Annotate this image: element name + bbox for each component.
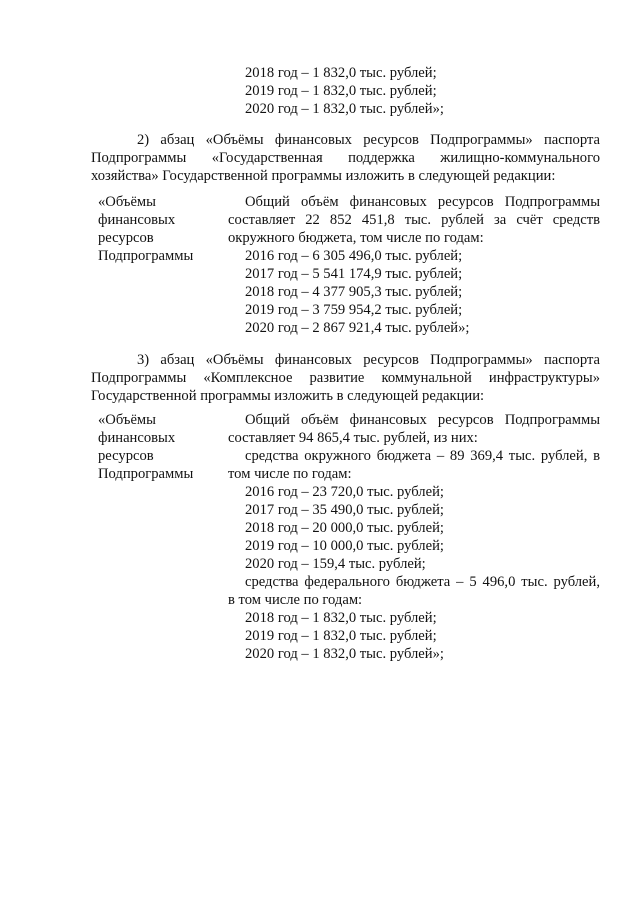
para2-line-1: 2) абзац «Объёмы финансовых ресурсов Подпрограммы» паспорта	[137, 132, 600, 148]
para3-line-3: Государственной программы изложить в следующей редакции:	[91, 388, 485, 404]
table2-right-3: окружного бюджета, том числе по годам:	[228, 230, 484, 246]
table2-right-2016: 2016 год – 6 305 496,0 тыс. рублей;	[245, 248, 463, 264]
table3-right-fed-2018: 2018 год – 1 832,0 тыс. рублей;	[245, 610, 437, 626]
table3-right-federal-years: в том числе по годам:	[228, 592, 363, 608]
table3-right-2016: 2016 год – 23 720,0 тыс. рублей;	[245, 484, 444, 500]
table2-right-2017: 2017 год – 5 541 174,9 тыс. рублей;	[245, 266, 463, 282]
table3-right-federal: средства федерального бюджета – 5 496,0 тыс. рублей,	[245, 574, 600, 590]
table3-right-2018: 2018 год – 20 000,0 тыс. рублей;	[245, 520, 444, 536]
table3-right-3: средства окружного бюджета – 89 369,4 тыс. рублей, в	[245, 448, 600, 464]
table2-right-2020: 2020 год – 2 867 921,4 тыс. рублей»;	[245, 320, 470, 336]
table2-right-2: составляет 22 852 451,8 тыс. рублей за счёт средств	[228, 212, 600, 228]
table2-left-4: Подпрограммы	[98, 248, 194, 264]
table3-right-4: том числе по годам:	[228, 466, 352, 482]
para3-line-2: Подпрограммы «Комплексное развитие коммунальной инфраструктуры»	[91, 370, 600, 386]
table3-right-2: составляет 94 865,4 тыс. рублей, из них:	[228, 430, 478, 446]
top-line-2018: 2018 год – 1 832,0 тыс. рублей;	[245, 65, 437, 81]
table3-right-2020: 2020 год – 159,4 тыс. рублей;	[245, 556, 426, 572]
table3-right-1: Общий объём финансовых ресурсов Подпрограммы	[245, 412, 600, 428]
table3-left-3: ресурсов	[98, 448, 154, 464]
para3-line-1: 3) абзац «Объёмы финансовых ресурсов Подпрограммы» паспорта	[137, 352, 600, 368]
table3-right-2019: 2019 год – 10 000,0 тыс. рублей;	[245, 538, 444, 554]
table2-left-1: «Объёмы	[98, 194, 156, 210]
table3-right-fed-2020: 2020 год – 1 832,0 тыс. рублей»;	[245, 646, 444, 662]
table3-right-2017: 2017 год – 35 490,0 тыс. рублей;	[245, 502, 444, 518]
top-line-2019: 2019 год – 1 832,0 тыс. рублей;	[245, 83, 437, 99]
table2-right-2018: 2018 год – 4 377 905,3 тыс. рублей;	[245, 284, 463, 300]
table2-right-1: Общий объём финансовых ресурсов Подпрограммы	[245, 194, 600, 210]
table2-left-3: ресурсов	[98, 230, 154, 246]
table2-left-2: финансовых	[98, 212, 176, 228]
para2-line-2: Подпрограммы «Государственная поддержка жилищно-коммунального	[91, 150, 600, 166]
table2-right-2019: 2019 год – 3 759 954,2 тыс. рублей;	[245, 302, 463, 318]
table3-left-1: «Объёмы	[98, 412, 156, 428]
table3-left-2: финансовых	[98, 430, 176, 446]
table3-left-4: Подпрограммы	[98, 466, 194, 482]
table3-right-fed-2019: 2019 год – 1 832,0 тыс. рублей;	[245, 628, 437, 644]
top-line-2020: 2020 год – 1 832,0 тыс. рублей»;	[245, 101, 444, 117]
para2-line-3: хозяйства» Государственной программы изложить в следующей редакции:	[91, 168, 556, 184]
